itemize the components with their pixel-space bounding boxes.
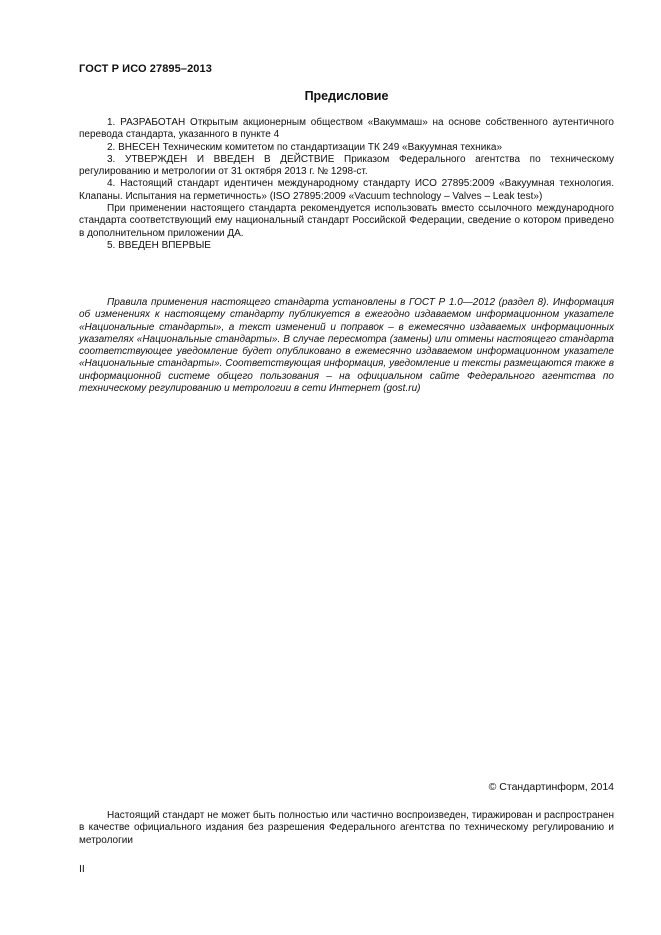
reproduction-notice bbox=[79, 810, 614, 847]
preface-item-recommendation: При применении настоящего стандарта рекомендуется использовать вместо ссылочного международного стандарта соответствующий ему национальный стандарт Российской Федерации, сведение о котором приведено в дополнительном приложении ДА. bbox=[79, 203, 614, 239]
rules-text: Правила применения настоящего стандарта установлены в ГОСТ Р 1.0—2012 (раздел 8). Информация об изменениях к настоящему стандарту публикуется в ежегодно издаваемом информационном указателе «Национальные стандарты», а текст изменений и поправок – в ежемесячно издаваемых информационных указателях «Национальные стандарты». В случае пересмотра (замены) или отмены настоящего стандарта соответствующее уведомление будет опубликовано в ежемесячно издаваемом информационном указателе «Национальные стандарты». Соответствующая информация, уведомление и тексты размещаются также в информационной системе общего пользования – на официальном сайте Федерального агентства по техническому регулированию и метрологии в сети Интернет (gost.ru) bbox=[79, 297, 614, 395]
standard-code-header: ГОСТ Р ИСО 27895–2013 bbox=[79, 63, 212, 75]
preface-item-developed: 1. РАЗРАБОТАН Открытым акционерным обществом «Вакуммаш» на основе собственного аутентичного перевода стандарта, указанного в пункте 4 bbox=[79, 117, 614, 141]
preface-item-first-introduced: 5. ВВЕДЕН ВПЕРВЫЕ bbox=[107, 239, 211, 251]
preface-item-identical: 4. Настоящий стандарт идентичен международному стандарту ИСО 27895:2009 «Вакуумная технология. Клапаны. Испытания на герметичность» (ISO 27895:2009 «Vacuum technology – Valves – Leak test») bbox=[79, 178, 614, 202]
reproduction-text: Настоящий стандарт не может быть полностью или частично воспроизведен, тиражирован и распространен в качестве официального издания без разрешения Федерального агентства по техническому регулированию и метрологии bbox=[79, 810, 614, 846]
preface-title: Предисловие bbox=[304, 89, 389, 103]
application-rules-notice bbox=[79, 297, 614, 395]
preface-body bbox=[79, 117, 614, 252]
preface-item-introduced: 2. ВНЕСЕН Техническим комитетом по стандартизации ТК 249 «Вакуумная техника» bbox=[107, 141, 503, 153]
copyright-line: © Стандартинформ, 2014 bbox=[488, 781, 614, 793]
preface-item-approved: 3. УТВЕРЖДЕН И ВВЕДЕН В ДЕЙСТВИЕ Приказом Федерального агентства по техническому регулированию и метрологии от 31 октября 2013 г. № 1298-ст. bbox=[79, 153, 614, 178]
page-number: II bbox=[79, 863, 85, 875]
